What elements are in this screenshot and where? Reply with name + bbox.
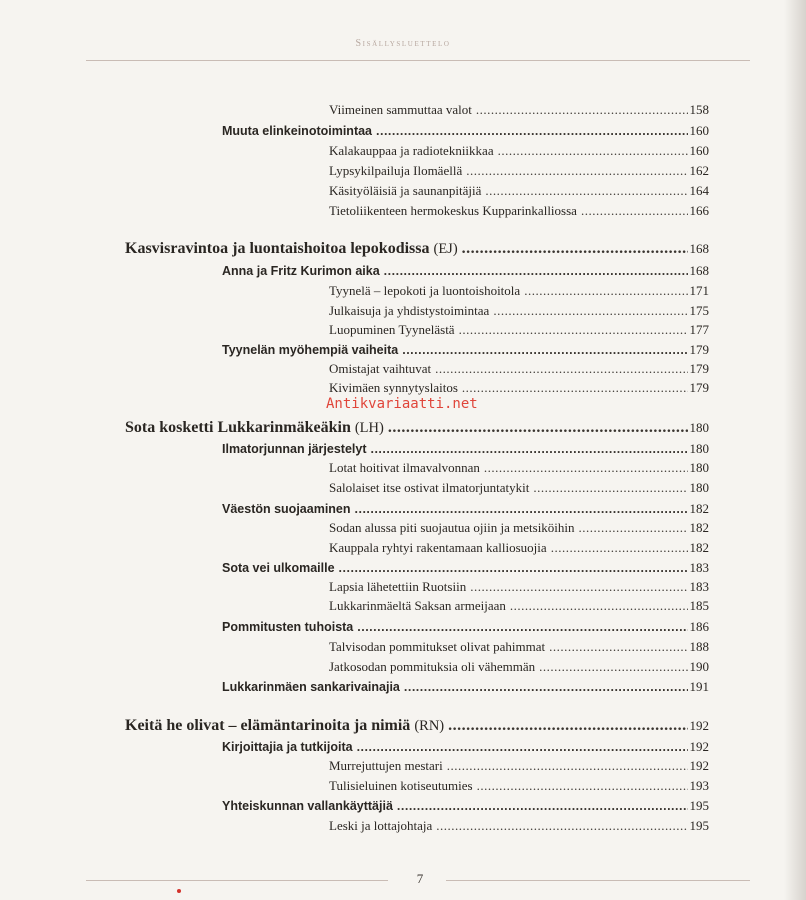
- leader-dots: [549, 639, 687, 655]
- leader-dots: [524, 283, 687, 299]
- toc-section: [222, 123, 709, 139]
- toc-section: [222, 501, 709, 517]
- section-title: Kirjoittajia ja tutkijoita: [222, 740, 353, 754]
- entry-title: Talvisodan pommitukset olivat pahimmat: [329, 639, 546, 654]
- entry-page: 160: [689, 143, 709, 158]
- entry-page: 179: [689, 380, 709, 395]
- entry-title: Lotat hoitivat ilmavalvonnan: [329, 460, 480, 475]
- entry-title: Käsityöläisiä ja saunanpitäjiä: [329, 183, 482, 198]
- leader-dots: [370, 442, 687, 456]
- entry-title: Viimeinen sammuttaa valot: [329, 102, 472, 117]
- entry-title: Jatkosodan pommituksia oli vähemmän: [329, 659, 536, 674]
- toc-chapter: [125, 717, 709, 735]
- entry-page: 193: [689, 778, 709, 793]
- leader-dots: [388, 419, 688, 437]
- entry-page: 182: [689, 540, 709, 555]
- entry-page: 171: [689, 283, 709, 298]
- entry-page: 180: [689, 420, 709, 435]
- entry-title: Murrejuttujen mestari: [329, 758, 443, 773]
- section-title: Lukkarinmäen sankarivainajia: [222, 680, 400, 694]
- section-title: Ilmatorjunnan järjestelyt: [222, 442, 367, 456]
- section-title: Tyynelän myöhempiä vaiheita: [222, 343, 399, 357]
- footer-rule-left: [86, 880, 388, 881]
- chapter-author: (LH): [354, 420, 384, 436]
- leader-dots: [493, 303, 687, 319]
- toc-section: [222, 342, 709, 358]
- entry-page: 192: [689, 758, 709, 773]
- leader-dots: [355, 502, 688, 516]
- entry-page: 168: [689, 263, 709, 278]
- entry-title: Lypsykilpailuja Ilomäellä: [329, 163, 463, 178]
- entry-page: 164: [689, 183, 709, 198]
- entry-page: 195: [689, 798, 709, 813]
- leader-dots: [435, 361, 687, 377]
- entry-page: 185: [689, 598, 709, 613]
- entry-title: Julkaisuja ja yhdistystoimintaa: [329, 303, 490, 318]
- toc-entry: [329, 480, 709, 496]
- toc-section: [222, 263, 709, 279]
- section-title: Anna ja Fritz Kurimon aika: [222, 264, 380, 278]
- entry-page: 158: [689, 102, 709, 117]
- entry-title: Lukkarinmäeltä Saksan armeijaan: [329, 598, 506, 613]
- toc-section: [222, 441, 709, 457]
- entry-page: 179: [689, 361, 709, 376]
- chapter-author: (EJ): [433, 241, 458, 257]
- toc-section: [222, 739, 709, 755]
- section-title: Yhteiskunnan vallankäyttäjiä: [222, 799, 393, 813]
- entry-title: Leski ja lottajohtaja: [329, 818, 433, 833]
- leader-dots: [357, 740, 688, 754]
- entry-title: Salolaiset itse ostivat ilmatorjuntatykit: [329, 480, 530, 495]
- section-title: Muuta elinkeinotoimintaa: [222, 124, 373, 138]
- page-edge-shadow: [784, 0, 806, 900]
- chapter-title: Sota kosketti Lukkarinmäkeäkin: [125, 419, 351, 436]
- chapter-title: Keitä he olivat – elämäntarinoita ja nimiä: [125, 717, 411, 734]
- toc-section: [222, 560, 709, 576]
- toc-entry: [329, 163, 709, 179]
- leader-dots: [477, 778, 688, 794]
- entry-title: Luopuminen Tyynelästä: [329, 322, 455, 337]
- toc-entry: [329, 283, 709, 299]
- leader-dots: [485, 183, 687, 199]
- section-title: Pommitusten tuhoista: [222, 620, 354, 634]
- toc-entry: [329, 579, 709, 595]
- toc-entry: [329, 778, 709, 794]
- leader-dots: [579, 520, 688, 536]
- leader-dots: [462, 240, 688, 258]
- toc-entry: [329, 520, 709, 536]
- entry-page: 192: [689, 718, 709, 733]
- toc-section: [222, 679, 709, 695]
- leader-dots: [397, 799, 688, 813]
- leader-dots: [498, 143, 688, 159]
- leader-dots: [470, 579, 687, 595]
- entry-page: 182: [689, 520, 709, 535]
- leader-dots: [384, 264, 688, 278]
- entry-page: 180: [689, 460, 709, 475]
- entry-page: 162: [689, 163, 709, 178]
- entry-page: 177: [689, 322, 709, 337]
- toc-chapter: [125, 419, 709, 437]
- entry-page: 190: [689, 659, 709, 674]
- watermark-text: Antikvariaatti.net: [326, 396, 478, 412]
- entry-title: Kalakauppaa ja radiotekniikkaa: [329, 143, 494, 158]
- leader-dots: [436, 818, 687, 834]
- toc-entry: [329, 183, 709, 199]
- chapter-title: Kasvisravintoa ja luontaishoitoa lepokodissa: [125, 240, 430, 257]
- entry-title: Sodan alussa piti suojautua ojiin ja metsiköihin: [329, 520, 575, 535]
- leader-dots: [357, 620, 687, 634]
- entry-title: Kauppala ryhtyi rakentamaan kalliosuojia: [329, 540, 547, 555]
- leader-dots: [466, 163, 687, 179]
- toc-entry: [329, 303, 709, 319]
- running-header: Sisällysluettelo: [355, 38, 451, 49]
- entry-page: 166: [689, 203, 709, 218]
- toc-entry: [329, 322, 709, 338]
- entry-page: 191: [689, 679, 709, 694]
- entry-page: 180: [689, 480, 709, 495]
- entry-page: 180: [689, 441, 709, 456]
- toc-entry: [329, 203, 709, 219]
- entry-page: 188: [689, 639, 709, 654]
- leader-dots: [376, 124, 687, 138]
- toc-section: [222, 798, 709, 814]
- entry-title: Lapsia lähetettiin Ruotsiin: [329, 579, 467, 594]
- footer-rule-right: [446, 880, 750, 881]
- toc-entry: [329, 143, 709, 159]
- entry-page: 195: [689, 818, 709, 833]
- toc-section: [222, 619, 709, 635]
- leader-dots: [462, 380, 688, 396]
- red-dot-mark: [177, 889, 181, 893]
- entry-page: 192: [689, 739, 709, 754]
- entry-page: 183: [689, 560, 709, 575]
- leader-dots: [551, 540, 688, 556]
- entry-title: Kivimäen synnytyslaitos: [329, 380, 458, 395]
- toc-entry: [329, 380, 709, 396]
- section-title: Sota vei ulkomaille: [222, 561, 335, 575]
- entry-page: 175: [689, 303, 709, 318]
- leader-dots: [459, 322, 688, 338]
- toc-entry: [329, 540, 709, 556]
- leader-dots: [448, 717, 687, 735]
- leader-dots: [404, 680, 688, 694]
- leader-dots: [539, 659, 687, 675]
- chapter-author: (RN): [414, 718, 445, 734]
- leader-dots: [339, 561, 688, 575]
- toc-entry: [329, 460, 709, 476]
- entry-page: 186: [689, 619, 709, 634]
- leader-dots: [533, 480, 687, 496]
- entry-page: 179: [689, 342, 709, 357]
- leader-dots: [510, 598, 688, 614]
- entry-title: Tietoliikenteen hermokeskus Kupparinkalliossa: [329, 203, 577, 218]
- leader-dots: [581, 203, 688, 219]
- toc-entry: [329, 102, 709, 118]
- entry-title: Omistajat vaihtuvat: [329, 361, 432, 376]
- page-number: 7: [416, 871, 424, 886]
- entry-title: Tyynelä – lepokoti ja luontoishoitola: [329, 283, 521, 298]
- toc-entry: [329, 361, 709, 377]
- entry-title: Tulisieluinen kotiseutumies: [329, 778, 473, 793]
- leader-dots: [476, 102, 688, 118]
- leader-dots: [402, 343, 687, 357]
- toc-entry: [329, 758, 709, 774]
- entry-page: 168: [689, 241, 709, 256]
- toc-entry: [329, 818, 709, 834]
- entry-page: 182: [689, 501, 709, 516]
- entry-page: 160: [689, 123, 709, 138]
- section-title: Väestön suojaaminen: [222, 502, 351, 516]
- toc-entry: [329, 659, 709, 675]
- entry-page: 183: [689, 579, 709, 594]
- leader-dots: [447, 758, 688, 774]
- toc-entry: [329, 598, 709, 614]
- toc-entry: [329, 639, 709, 655]
- leader-dots: [484, 460, 688, 476]
- toc-chapter: [125, 240, 709, 258]
